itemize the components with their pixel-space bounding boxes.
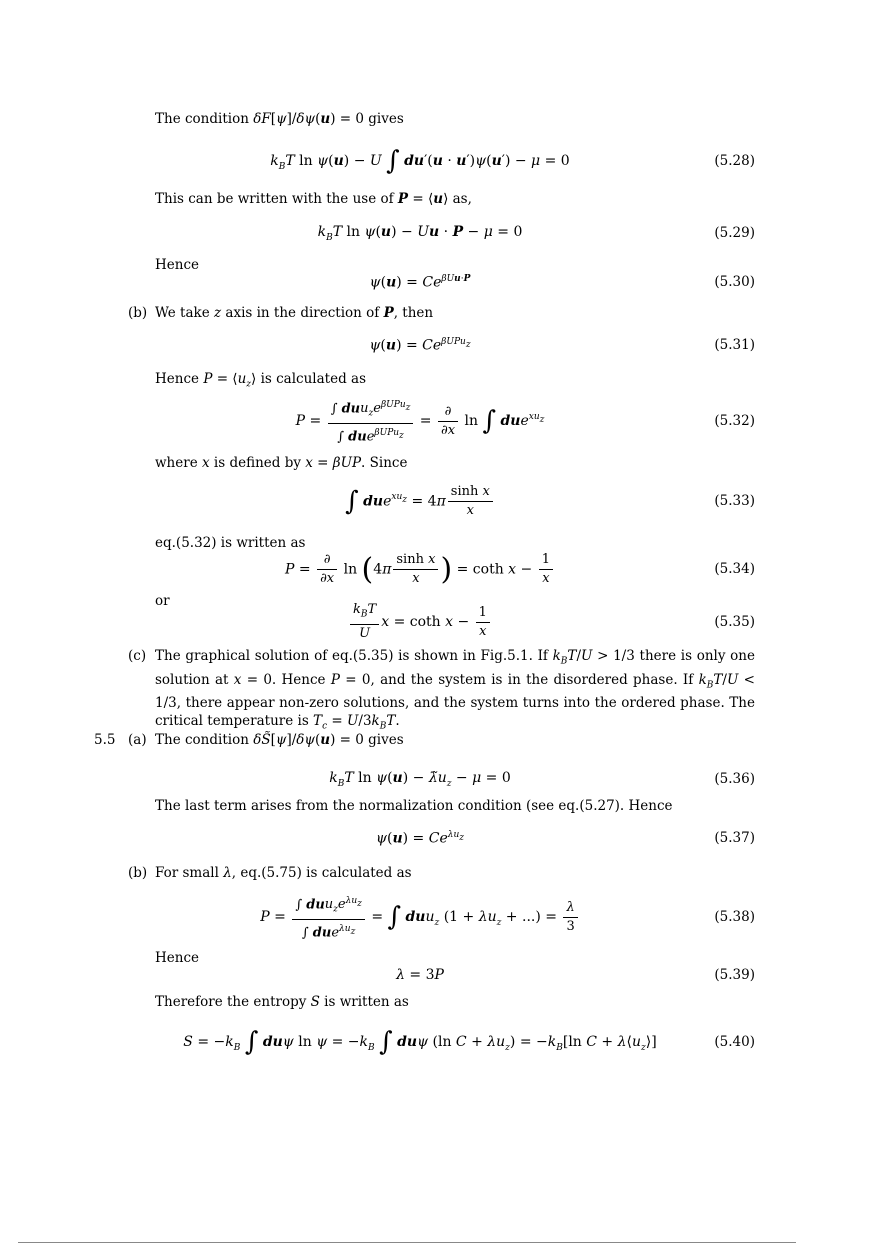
equation-5-36: $k_BT$ $\ln \psi(u) - \lambdãu_z - \mu = 0$ (5.36) (329, 769, 755, 789)
equation-number: (5.31) (714, 337, 755, 353)
equation-number: (5.35) (714, 614, 755, 630)
equation-number: (5.29) (714, 225, 755, 241)
equation-number: (5.32) (714, 413, 755, 429)
text-line: This can be written with the use of P = ⟨u⟩ as, (155, 191, 472, 207)
text-line: For small λ, eq.(5.75) is calculated as (155, 865, 412, 881)
equation-5-35: $\frac{k_BT}{U}$ x = coth x − $\frac{1}{x}$ (5.35) (155, 600, 755, 644)
equation-5-30: $\psi(u) = Ce^{\beta Uu\cdot P}$ (5.30) (369, 273, 755, 291)
equation-5-38: P = $\frac{\int duu_ze^{\lambda u_z}}{\int due^{\lambda u_z}}$ = ∫ duu$_z$ ($1 + \lambda u_z$ + ...) = $\frac{\lambda}{3}$ (5.38) (155, 894, 755, 940)
text-line: The last term arises from the normalization condition (see eq.(5.27). Hence (155, 798, 673, 814)
text-line: The condition δS̃[ψ]/δψ(u) = 0 gives (155, 732, 404, 748)
equation-number: (5.38) (714, 909, 755, 925)
text-line: Therefore the entropy S is written as (155, 994, 409, 1010)
equation-number: (5.33) (714, 493, 755, 509)
equation-number: (5.37) (714, 830, 755, 846)
item-label: (a) (128, 732, 147, 748)
equation-5-28: $k_BT$ ln ψ(u) − U ∫ du′(u · u′)ψ(u′) − μ = 0 (5.28) (270, 146, 755, 176)
equation-5-32: P = $\frac{\int duu_ze^{\beta UPu_z}}{\int due^{\beta UPu_z}}$ = $\frac{\partial}{\partial x}$ ln ∫ due$^{xu_z}$ (5.32) (155, 398, 755, 444)
equation-5-29: $k_BT$ ln ψ(u) − Uu · P − μ = 0 (5.29) (317, 223, 755, 243)
text-line: We take z axis in the direction of P, then (155, 305, 434, 321)
equation-number: (5.40) (714, 1034, 755, 1050)
text-line: where x is defined by x = βUP. Since (155, 455, 408, 471)
equation-5-39: λ = 3P (5.39) (396, 967, 755, 983)
text-line: Hence (155, 950, 200, 966)
equation-5-40: $S = -k_B$ ∫ duψ $\ln \psi = -k_B$ ∫ duψ (ln $C + \lambda u_z) = -k_B[\ln$ $C + \lambda⟨u_z⟩$] (5.40) (183, 1027, 755, 1057)
paragraph: The graphical solution of eq.(5.35) is shown in Fig.5.1. If $k_BT/U > 1/3$ there is only one solution at x = 0. Hence P = 0, and the system is in the disordered phase. If $k_BT/U < 1/3$, there appear non-zero solutions, and the system turns into the ordered phase. The critical temperature is $T_c = U/3k_BT$. (155, 648, 755, 733)
equation-number: (5.39) (714, 967, 755, 983)
text-line: Hence (155, 257, 200, 273)
text-line: or (155, 593, 170, 609)
equation-number: (5.28) (714, 153, 755, 169)
equation-5-31: $\psi(u) = Ce^{\beta UPu_z}$ (5.31) (369, 336, 755, 354)
text-line: The condition δF[ψ]/δψ(u) = 0 gives (155, 111, 404, 127)
footer-rule (18, 1242, 796, 1243)
section-number: 5.5 (94, 732, 116, 748)
equation-number: (5.34) (714, 561, 755, 577)
item-label: (b) (128, 865, 148, 881)
equation-number: (5.30) (714, 274, 755, 290)
text-line: Hence $P = ⟨u_z⟩$ is calculated as (155, 371, 366, 390)
item-label: (c) (128, 648, 147, 664)
equation-5-37: $\psi(u) = Ce^{\lambda u_z}$ (5.37) (376, 829, 755, 847)
equation-number: (5.36) (714, 771, 755, 787)
equation-5-33: ∫ due$^{xu_z}$ = 4π $\frac{\text{sinh x}}{x}$ (5.33) (345, 483, 755, 518)
text-line: eq.(5.32) is written as (155, 535, 306, 551)
equation-5-34: P = $\frac{\partial}{\partial x}$ ln (4π $\frac{\text{sinh x}}{x}$ ) = coth x − $\frac{1}{x}$ (5.34) (285, 551, 755, 587)
item-label: (b) (128, 305, 148, 321)
